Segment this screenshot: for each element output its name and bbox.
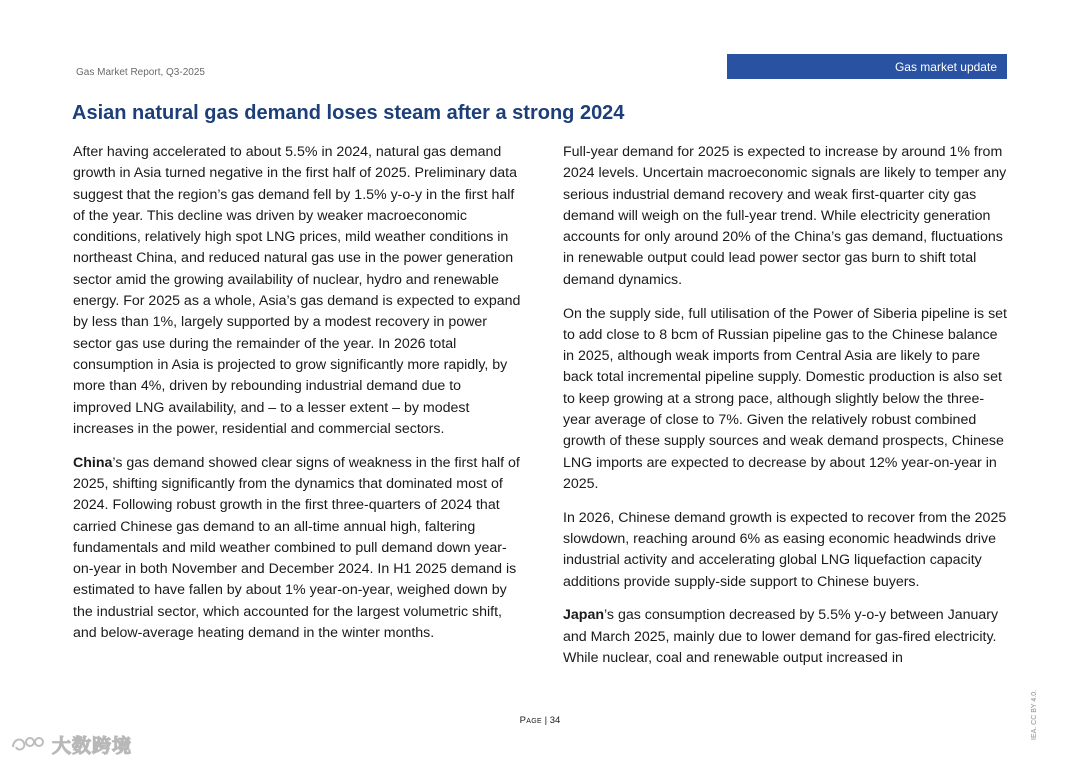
page-separator: | bbox=[542, 715, 550, 726]
watermark-logo-icon bbox=[10, 733, 48, 755]
license-note: IEA. CC BY 4.0. bbox=[1031, 689, 1038, 740]
watermark-text: 大数跨境 bbox=[52, 734, 133, 757]
paragraph-text: ’s gas demand showed clear signs of weakness in the first half of 2025, shifting significantly from the dynamics that dominated most of 2024. Following robust growth in the first three-quarters of 2024 that carried Chinese gas demand to an all-time annual high, faltering fundamentals and mild weather combined to pull demand down year-on-year in both November and December 2024. In H1 2025 demand is estimated to have fallen by about 1% year-on-year, weighed down by the industrial sector, which accounted for the largest volumetric shift, and below-average heating demand in the winter months. bbox=[73, 454, 520, 642]
paragraph: In 2026, Chinese demand growth is expected to recover from the 2025 slowdown, reaching around 6% as easing economic headwinds drive industrial activity and accelerating global LNG liquefaction capacity additions provide supply-side support to Chinese buyers. bbox=[563, 509, 1007, 590]
page-number: 34 bbox=[549, 715, 561, 726]
paragraph: Full-year demand for 2025 is expected to increase by around 1% from 2024 levels. Uncertain macroeconomic signals are likely to temper any serious industrial demand recovery and weak first-quarter city gas demand will weigh on the full-year trend. While electricity generation accounts for only around 20% of the China’s gas demand, fluctuations in renewable output could lead power sector gas burn to shift total demand dynamics. bbox=[563, 144, 1007, 288]
page-title: Asian natural gas demand loses steam after a strong 2024 bbox=[72, 102, 625, 124]
paragraph bbox=[563, 605, 1011, 669]
paragraph bbox=[73, 453, 523, 645]
paragraph: After having accelerated to about 5.5% in 2024, natural gas demand growth in Asia turned negative in the first half of 2025. Preliminary data suggest that the region’s gas demand fell by 1.5% y-o-y in the first half of the year. This decline was driven by weaker macroeconomic conditions, relatively high spot LNG prices, mild weather conditions in northeast China, and reduced natural gas use in the power generation sector amid the growing availability of nuclear, hydro and renewable energy. For 2025 as a whole, Asia’s gas demand is expected to expand by less than 1%, largely supported by a modest recovery in power sector gas use during the remainder of the year. In 2026 total consumption in Asia is projected to grow significantly more rapidly, by more than 4%, driven by rebounding industrial demand due to improved LNG availability, and – to a lesser extent – by modest increases in the power, residential and commercial sectors. bbox=[73, 144, 521, 437]
paragraph-text: ’s gas consumption decreased by 5.5% y-o-y between January and March 2025, mainly due to lower demand for gas-fired electricity. While nuclear, coal and renewable output increased in bbox=[563, 607, 999, 667]
right-column bbox=[563, 142, 1011, 682]
page-label: Page bbox=[519, 715, 542, 726]
country-lead: Japan bbox=[563, 607, 605, 624]
watermark bbox=[10, 731, 132, 757]
paragraph: On the supply side, full utilisation of the Power of Siberia pipeline is set to add close to 8 bcm of Russian pipeline gas to the Chinese balance in 2025, although weak imports from Central Asia are likely to pare back total incremental pipeline supply. Domestic production is also set to keep growing at a strong pace, although slightly below the three-year average of close to 7%. Given the relatively robust combined growth of these supply sources and weak demand prospects, Chinese LNG imports are expected to decrease by about 12% year-on-year in 2025. bbox=[563, 305, 1007, 492]
section-tab: Gas market update bbox=[727, 54, 1007, 79]
running-header: Gas Market Report, Q3-2025 bbox=[76, 67, 205, 78]
page-footer bbox=[0, 715, 1080, 726]
country-lead: China bbox=[73, 454, 113, 471]
left-column bbox=[73, 142, 523, 657]
